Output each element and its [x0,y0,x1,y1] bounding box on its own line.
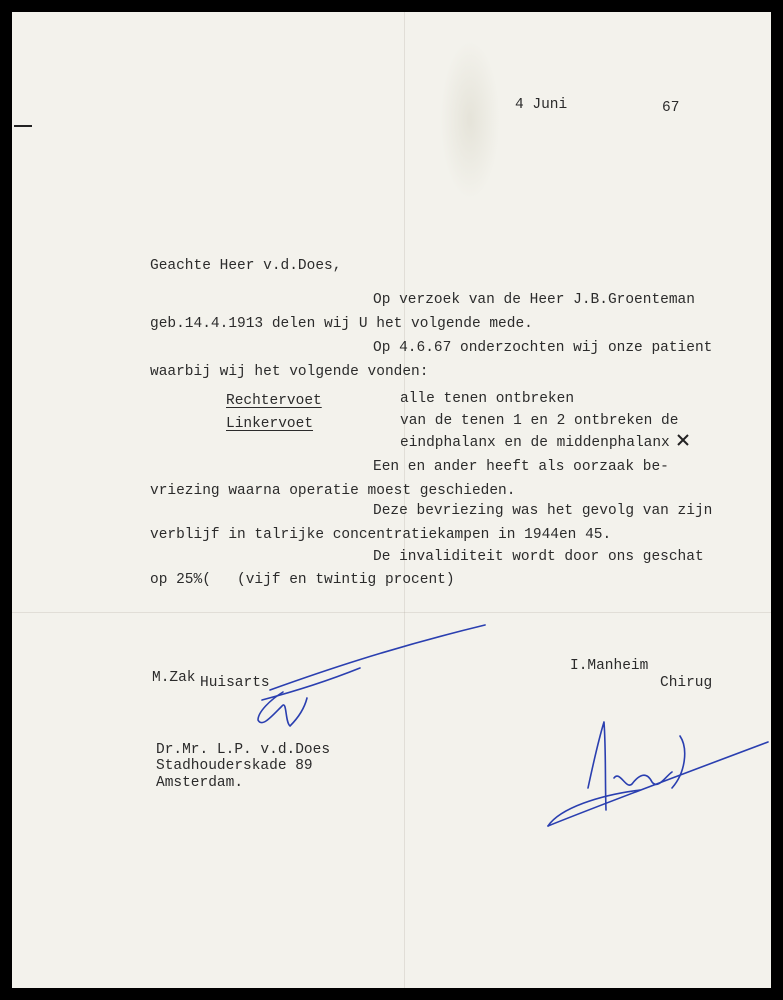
body-line-10: op 25%( (vijf en twintig procent) [150,572,455,588]
left-foot-text-2: eindphalanx en de middenphalanx [400,435,670,451]
body-line-4: waarbij wij het volgende vonden: [150,364,429,380]
body-line-6: vriezing waarna operatie moest geschieden. [150,483,516,499]
body-line-8: verblijf in talrijke concentratiekampen in 1944en 45. [150,527,612,543]
letter-year: 67 [662,100,680,116]
salutation: Geachte Heer v.d.Does, [150,258,342,274]
body-line-5: Een en ander heeft als oorzaak be- [373,459,669,475]
body-line-3: Op 4.6.67 onderzochten wij onze patient [373,340,713,356]
signatory-left-title: Huisarts [200,675,270,691]
signatory-right-title: Chirug [660,675,713,691]
body-line-1: Op verzoek van de Heer J.B.Groenteman [373,292,695,308]
signatory-left-name: M.Zak [152,670,196,686]
address-street: Stadhouderskade 89 [156,758,313,774]
typed-correction-mark [678,435,688,445]
right-foot-label: Rechtervoet [226,393,322,409]
left-signature-icon [258,625,485,726]
right-foot-text: alle tenen ontbreken [400,391,575,407]
signatory-right-name: I.Manheim [570,658,649,674]
body-line-7: Deze bevriezing was het gevolg van zijn [373,503,713,519]
body-line-2: geb.14.4.1913 delen wij U het volgende mede. [150,316,533,332]
left-foot-label: Linkervoet [226,416,314,432]
left-foot-text-1: van de tenen 1 en 2 ontbreken de [400,413,679,429]
address-name: Dr.Mr. L.P. v.d.Does [156,742,331,758]
letter-date: 4 Juni [515,97,568,113]
address-city: Amsterdam. [156,775,244,791]
right-signature-icon [548,722,768,826]
body-line-9: De invaliditeit wordt door ons geschat [373,549,704,565]
